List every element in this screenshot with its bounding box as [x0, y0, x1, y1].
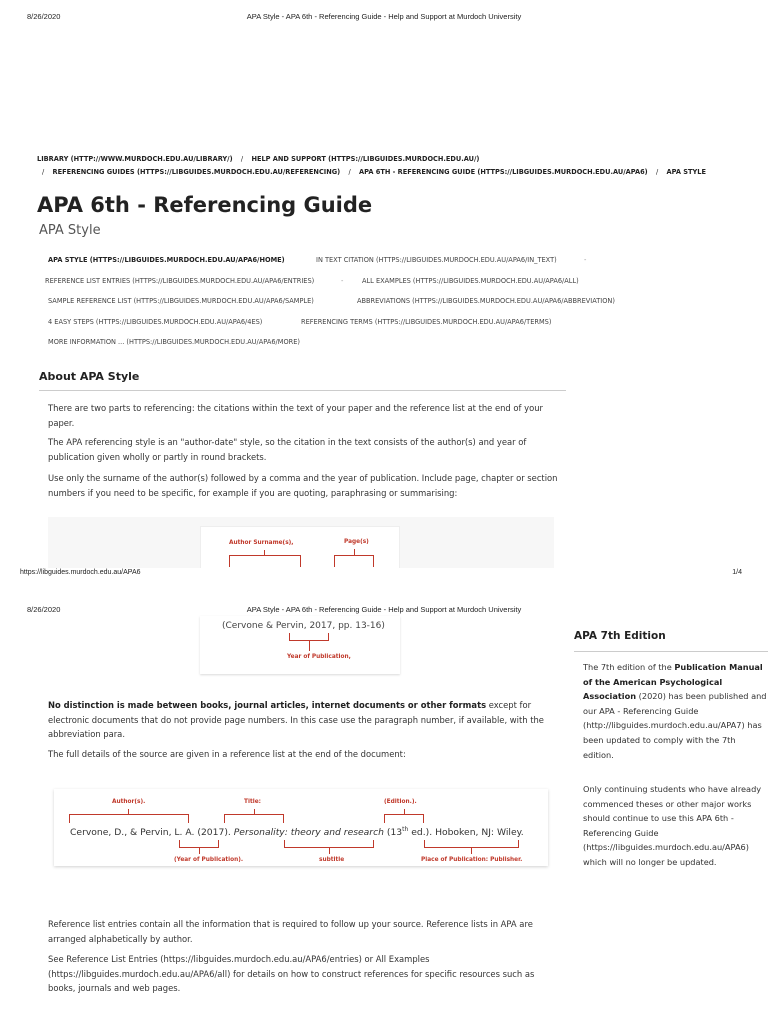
breadcrumb-apa6[interactable]: APA 6TH - REFERENCING GUIDE (HTTPS://LIBGUIDES.MURDOCH.EDU.AU/APA6): [359, 168, 648, 176]
label-title: Title:: [244, 799, 261, 805]
distinction-bold: No distinction is made between books, journal articles, internet documents or other formats: [48, 700, 487, 710]
nav-separator: -: [584, 256, 587, 264]
print-date: 8/26/2020: [27, 605, 61, 614]
reference-entry-diagram: [54, 789, 548, 866]
guide-nav: [37, 256, 717, 359]
distinction-paragraph: [48, 698, 560, 742]
year-connector: [199, 848, 200, 854]
citation-example: (Cervone & Pervin, 2017, pp. 13-16): [222, 621, 385, 631]
about-heading: About APA Style: [39, 370, 566, 391]
print-header: [0, 12, 768, 26]
author-bracket: [229, 555, 301, 567]
nav-item-apa-style[interactable]: APA STYLE (HTTPS://LIBGUIDES.MURDOCH.EDU.AU/APA6/HOME): [48, 256, 285, 264]
breadcrumb-separator: /: [240, 155, 244, 163]
year-bracket: [289, 633, 329, 641]
about-paragraph-1: There are two parts to referencing: the citations within the text of your paper and the reference list at the end of your paper.: [48, 403, 543, 428]
nav-item-4-easy-steps[interactable]: 4 EASY STEPS (HTTPS://LIBGUIDES.MURDOCH.EDU.AU/APA6/4ES): [48, 317, 263, 326]
page-title: APA 6th - Referencing Guide: [37, 193, 373, 217]
year-connector: [309, 641, 310, 651]
entries-paragraph: Reference list entries contain all the information that is required to follow up your source. Reference lists in APA are arranged alphabetically by author.: [48, 919, 533, 944]
label-author-surname: Author Surname(s),: [229, 540, 294, 546]
full-details-paragraph: The full details of the source are given in a reference list at the end of the document:: [48, 749, 406, 759]
ref-edition-pre: (13: [383, 827, 403, 839]
breadcrumb: [37, 153, 737, 179]
about-paragraph-2: The APA referencing style is an "author-date" style, so the citation in the text consists of the author(s) and year of publication given wholly or partly in round brackets.: [48, 437, 527, 462]
print-title: APA Style - APA 6th - Referencing Guide - Help and Support at Murdoch University: [246, 12, 522, 21]
breadcrumb-separator: /: [42, 168, 45, 176]
citation-diagram-card: [200, 526, 400, 568]
place-connector: [471, 848, 472, 854]
ref-authors-year: Cervone, D., & Pervin, L. A. (2017).: [70, 827, 234, 839]
distinction-rest: except for electronic documents that do not provide page numbers. In this case use the paragraph number, if available, with the abbreviation para.: [48, 700, 544, 739]
label-pages: Page(s): [344, 539, 369, 545]
breadcrumb-help-support[interactable]: HELP AND SUPPORT (HTTPS://LIBGUIDES.MURDOCH.EDU.AU/): [251, 155, 480, 163]
ref-edition-post: ed.). Hoboken, NJ: Wiley.: [408, 827, 524, 839]
ref-edition-sup: th: [402, 826, 409, 833]
nav-item-sample-reference-list[interactable]: SAMPLE REFERENCE LIST (HTTPS://LIBGUIDES.MURDOCH.EDU.AU/APA6/SAMPLE): [48, 297, 314, 305]
about-paragraph-3: Use only the surname of the author(s) followed by a comma and the year of publication. Include page, chapter or section numbers if you need to be specific, for example if you are quoting, paraphrasing or summarising:: [48, 473, 558, 498]
pages-bracket: [334, 555, 374, 567]
label-authors: Author(s).: [112, 799, 146, 805]
aside-paragraph-2: Only continuing students who have already commenced theses or other major works should continue to use this APA 6th - Referencing Guide (https://libguides.murdoch.edu.au/APA6) which will no longer be updated.: [583, 784, 762, 867]
print-footer: [0, 569, 768, 581]
year-bracket: [179, 840, 219, 848]
print-url: https://libguides.murdoch.edu.au/APA6: [20, 569, 141, 576]
label-year: (Year of Publication).: [174, 857, 244, 863]
authors-bracket: [69, 814, 189, 823]
subtitle-bracket: [284, 840, 374, 848]
ref-title: Personality: theory and research: [233, 827, 384, 839]
label-edition: (Edition.).: [384, 799, 417, 805]
nav-item-abbreviations[interactable]: ABBREVIATIONS (HTTPS://LIBGUIDES.MURDOCH.EDU.AU/APA6/ABBREVIATION): [357, 297, 615, 305]
reference-example: [70, 826, 524, 838]
nav-separator: -: [341, 276, 344, 285]
see-also-paragraph: See Reference List Entries (https://libguides.murdoch.edu.au/APA6/entries) or All Examples (https://libguides.murdoch.edu.au/APA6/all) for details on how to construct references for specific resources such as books, journals and web pages.: [48, 954, 535, 993]
breadcrumb-separator: /: [348, 168, 351, 176]
edition-bracket: [384, 814, 424, 823]
aside-p1-pre: The 7th edition of the: [583, 662, 675, 672]
citation-diagram-top: [48, 517, 554, 568]
nav-item-referencing-terms[interactable]: REFERENCING TERMS (HTTPS://LIBGUIDES.MURDOCH.EDU.AU/APA6/TERMS): [301, 317, 552, 326]
page-subtitle: APA Style: [39, 223, 101, 238]
aside-p1-bold: Publication Manual of the American Psychological Association: [583, 662, 763, 702]
breadcrumb-separator: /: [656, 168, 659, 176]
breadcrumb-referencing-guides[interactable]: REFERENCING GUIDES (HTTPS://LIBGUIDES.MURDOCH.EDU.AU/REFERENCING): [52, 168, 341, 176]
print-page-number: 1/4: [732, 569, 742, 576]
label-place-publisher: Place of Publication: Publisher.: [421, 857, 523, 863]
aside-heading: APA 7th Edition: [574, 630, 768, 652]
breadcrumb-library[interactable]: LIBRARY (HTTP://WWW.MURDOCH.EDU.AU/LIBRARY/): [37, 155, 233, 163]
aside-p1-post: (2020) has been published and our APA - Referencing Guide (http://libguides.murdoch.edu.au/APA7) has been updated to comply with the 7th edition.: [583, 691, 767, 760]
label-year-of-publication: Year of Publication,: [287, 654, 351, 660]
breadcrumb-current: APA STYLE: [666, 168, 706, 176]
nav-item-in-text-citation[interactable]: IN TEXT CITATION (HTTPS://LIBGUIDES.MURDOCH.EDU.AU/APA6/IN_TEXT): [316, 256, 557, 264]
print-title: APA Style - APA 6th - Referencing Guide - Help and Support at Murdoch University: [246, 605, 522, 614]
print-date: 8/26/2020: [27, 12, 61, 21]
label-subtitle: subtitle: [319, 857, 345, 863]
title-bracket: [224, 814, 284, 823]
citation-diagram-bottom: [200, 616, 400, 674]
nav-item-reference-list-entries[interactable]: REFERENCE LIST ENTRIES (HTTPS://LIBGUIDES.MURDOCH.EDU.AU/APA6/ENTRIES): [45, 276, 315, 285]
place-bracket: [424, 840, 519, 848]
nav-item-all-examples[interactable]: ALL EXAMPLES (HTTPS://LIBGUIDES.MURDOCH.EDU.AU/APA6/ALL): [362, 276, 579, 285]
subtitle-connector: [329, 848, 330, 854]
nav-item-more-information[interactable]: MORE INFORMATION ... (HTTPS://LIBGUIDES.MURDOCH.EDU.AU/APA6/MORE): [48, 338, 300, 346]
aside-paragraph-1: [583, 660, 768, 778]
